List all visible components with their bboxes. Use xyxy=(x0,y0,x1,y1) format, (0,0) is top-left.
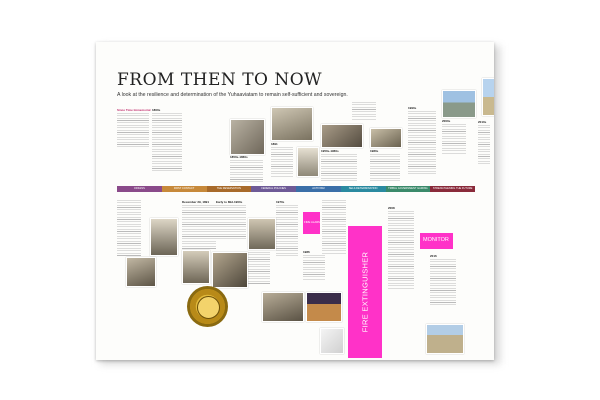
section-reservation: THE RESERVATION xyxy=(207,186,252,192)
entry-heading: 2010s xyxy=(478,120,487,124)
entry-text xyxy=(271,147,293,177)
tribal-seal-logo xyxy=(187,286,228,327)
section-activism: ACTIVISM xyxy=(296,186,341,192)
monitor-placeholder xyxy=(420,233,453,249)
entry-text xyxy=(442,124,466,154)
entry-heading: 2008 xyxy=(388,206,395,210)
entry-text xyxy=(303,255,325,281)
entry-text xyxy=(478,125,490,165)
historic-photo xyxy=(321,124,363,148)
entry-text xyxy=(321,154,357,182)
entry-text xyxy=(388,211,414,289)
historic-photo xyxy=(370,128,402,148)
entry-text xyxy=(216,205,246,241)
historic-photo xyxy=(271,107,313,141)
fire-alarm-pull-station xyxy=(303,212,320,234)
building-photo xyxy=(426,324,464,354)
section-origins: ORIGINS xyxy=(117,186,162,192)
entry-heading: 1970s xyxy=(276,200,285,204)
entry-heading: Early to Mid-1900s xyxy=(216,200,243,204)
historic-photo xyxy=(230,119,265,155)
section-first-contact: FIRST CONTACT xyxy=(162,186,207,192)
entry-text xyxy=(117,113,149,149)
entry-heading: 1950s-1960s xyxy=(321,149,339,153)
fire-extinguisher-label: FIRE EXTINGUISHER xyxy=(360,251,370,333)
poster-subtitle: A look at the resilience and determination of the Yuhaaviatam to remain self-sufficient and sovereign. xyxy=(117,92,348,98)
casino-night-photo xyxy=(306,292,342,322)
entry-heading: 1986 xyxy=(303,250,310,254)
entry-text xyxy=(370,154,400,182)
historic-photo xyxy=(126,257,156,287)
entry-heading: 1850s-1860s xyxy=(230,155,248,159)
timeline-poster xyxy=(96,42,494,360)
entry-text xyxy=(117,200,141,256)
entry-text xyxy=(408,111,436,175)
section-tribal-gaming: TRIBAL GOVERNMENT GAMING xyxy=(386,186,431,192)
entry-text xyxy=(276,205,298,257)
entry-text xyxy=(182,205,216,249)
portrait-photo xyxy=(150,218,178,256)
entry-heading: 1980s xyxy=(370,149,379,153)
playing-cards-photo xyxy=(320,328,344,354)
resort-photo xyxy=(482,78,494,116)
casino-photo xyxy=(442,90,476,118)
fire-extinguisher-cabinet xyxy=(348,226,382,358)
entry-text xyxy=(430,259,456,305)
entry-text xyxy=(152,113,182,173)
entry-text xyxy=(352,102,376,120)
entry-heading: Since Time Immemorial xyxy=(117,108,151,112)
entry-heading: 2000s xyxy=(442,119,451,123)
fire-alarm-label: FIRE ALARM xyxy=(304,220,321,224)
timeline-section-band xyxy=(117,186,475,192)
section-self-determination: SELF-DETERMINATION xyxy=(341,186,386,192)
entry-heading: 1990s xyxy=(408,106,417,110)
historic-photo xyxy=(262,292,304,322)
section-federal-policies: FEDERAL POLICIES xyxy=(251,186,296,192)
monitor-label: MONITOR xyxy=(423,237,449,243)
historic-photo xyxy=(212,252,248,288)
entry-text xyxy=(248,252,270,284)
section-strengthening-future: STRENGTHENING THE FUTURE xyxy=(430,186,475,192)
historic-photo xyxy=(297,147,319,177)
poster-title: FROM THEN TO NOW xyxy=(117,70,323,90)
entry-heading: December 29, 1891 xyxy=(182,200,210,204)
entry-text xyxy=(230,160,263,182)
entry-text xyxy=(322,200,346,254)
entry-heading: 1891 xyxy=(271,142,278,146)
historic-photo xyxy=(248,218,276,250)
entry-heading: 2016 xyxy=(430,254,437,258)
historic-photo xyxy=(182,250,210,284)
entry-heading: 1800s xyxy=(152,108,161,112)
